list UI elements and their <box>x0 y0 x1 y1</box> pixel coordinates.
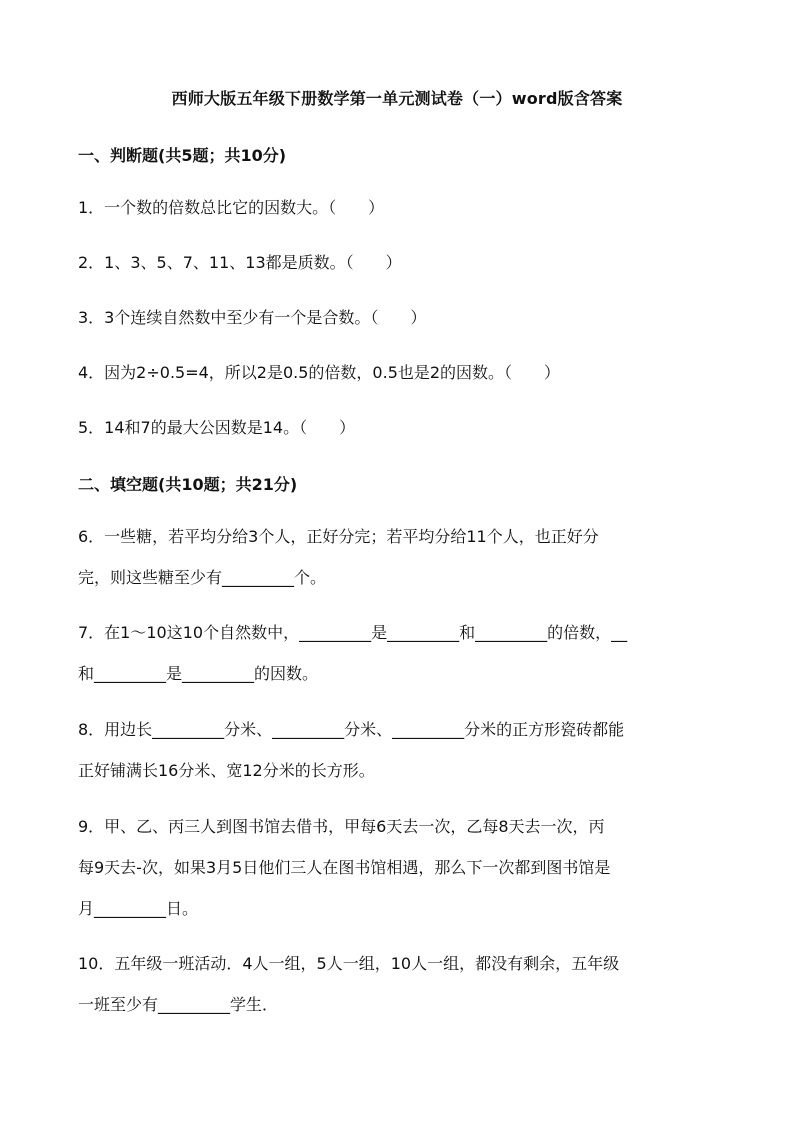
question-6 <box>78 516 723 598</box>
section-heading-judgement: 一、判断题(共5题；共10分) <box>78 146 287 165</box>
question-7 <box>78 612 723 694</box>
question-8 <box>78 709 723 791</box>
question-1 <box>78 187 723 228</box>
question-line: 一班至少有_________学生． <box>78 995 279 1014</box>
question-line: 4．因为2÷0.5=4，所以2是0.5的倍数，0.5也是2的因数。（ ） <box>78 363 561 382</box>
question-line: 正好铺满长16分米、宽12分米的长方形。 <box>78 761 375 780</box>
section-heading-fill-blank: 二、填空题(共10题；共21分) <box>78 475 298 494</box>
question-line: 10．五年级一班活动．4人一组，5人一组，10人一组，都没有剩余，五年级 <box>78 954 620 973</box>
question-4 <box>78 352 723 393</box>
question-line: 每9天去-次，如果3月5日他们三人在图书馆相遇，那么下一次都到图书馆是 <box>78 858 611 877</box>
question-line: 8．用边长_________分米、_________分米、_________分米的正方形瓷砖都能 <box>78 720 625 739</box>
question-line: 2．1、3、5、7、11、13都是质数。（ ） <box>78 253 402 272</box>
question-line: 5．14和7的最大公因数是14。（ ） <box>78 418 356 437</box>
question-2 <box>78 242 723 283</box>
question-line: 3．3个连续自然数中至少有一个是合数。（ ） <box>78 308 427 327</box>
question-line: 1．一个数的倍数总比它的因数大。（ ） <box>78 198 385 217</box>
question-line: 7．在1～10这10个自然数中，_________是_________和_________的倍数，__ <box>78 623 628 642</box>
question-line: 月_________日。 <box>78 899 199 918</box>
question-line: 9．甲、乙、丙三人到图书馆去借书，甲每6天去一次，乙每8天去一次，丙 <box>78 817 605 836</box>
question-line: 完，则这些糖至少有_________个。 <box>78 568 327 587</box>
question-line: 6．一些糖，若平均分给3个人，正好分完；若平均分给11个人，也正好分 <box>78 527 599 546</box>
question-5 <box>78 407 723 448</box>
document-title: 西师大版五年级下册数学第一单元测试卷（一）word版含答案 <box>171 89 623 108</box>
question-3 <box>78 297 723 338</box>
question-10 <box>78 943 723 1025</box>
question-line: 和_________是_________的因数。 <box>78 664 319 683</box>
question-9 <box>78 806 723 929</box>
